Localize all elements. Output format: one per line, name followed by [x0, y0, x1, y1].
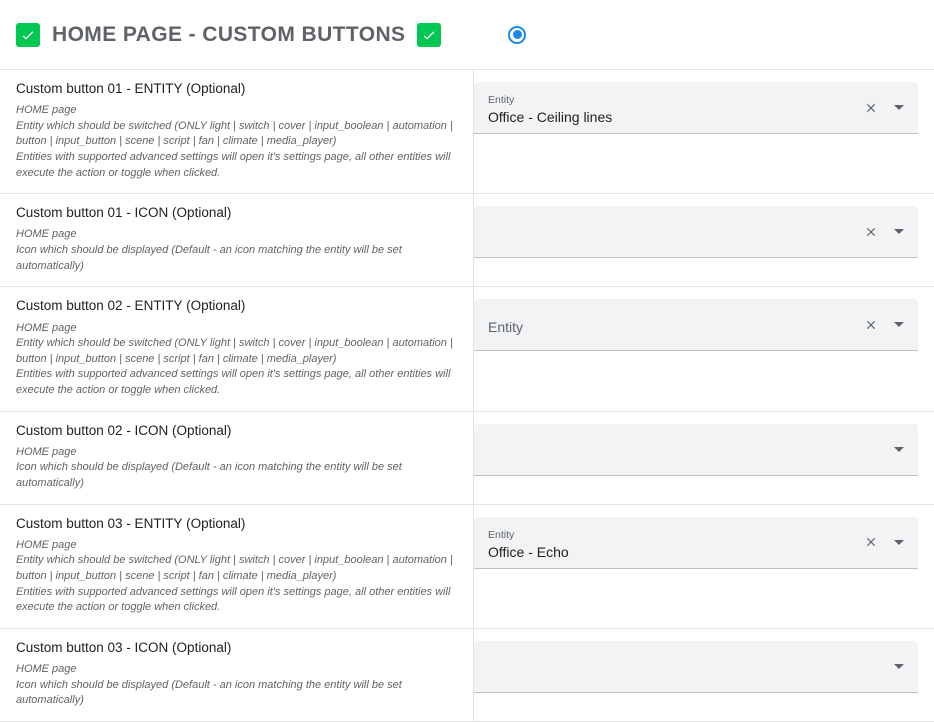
description-line: HOME page — [16, 104, 77, 117]
description-line: Icon which should be displayed (Default - an icon matching the entity will be set automatically) — [16, 244, 402, 272]
icon-select-field[interactable] — [474, 206, 918, 258]
description-line: HOME page — [16, 445, 77, 458]
description-line: Icon which should be displayed (Default - an icon matching the entity will be set automatically) — [16, 461, 402, 490]
setting-row-control — [474, 70, 934, 146]
radio-button-selected[interactable] — [505, 23, 529, 47]
clear-icon[interactable] — [862, 316, 880, 334]
setting-label: Custom button 03 - ICON (Optional) — [16, 639, 232, 655]
chevron-down-icon[interactable] — [890, 223, 908, 241]
field-icon-group — [854, 223, 908, 241]
field-icon-group — [854, 316, 908, 334]
setting-row-info — [0, 412, 474, 504]
field-text-column — [488, 206, 854, 257]
setting-row-control — [474, 194, 934, 270]
field-text-column — [488, 82, 854, 133]
setting-row-info — [0, 505, 474, 628]
field-text-column — [488, 517, 854, 568]
field-text-column — [488, 424, 882, 475]
page-header — [0, 0, 934, 70]
field-value: Office - Echo — [488, 543, 569, 560]
description-line: Entities with supported advanced settings will open it's settings page, all other entities will execute the action or toggle when clicked. — [16, 151, 451, 179]
setting-label: Custom button 02 - ENTITY (Optional) — [16, 298, 246, 314]
clear-icon[interactable] — [862, 533, 880, 551]
chevron-down-icon[interactable] — [890, 533, 908, 551]
chevron-down-icon[interactable] — [890, 99, 908, 117]
entity-select-field[interactable] — [474, 82, 918, 134]
setting-row — [0, 287, 934, 411]
field-floating-label: Entity — [488, 94, 515, 107]
setting-label: Custom button 01 - ENTITY (Optional) — [16, 81, 246, 96]
setting-description — [16, 538, 457, 616]
check-icon — [421, 27, 437, 43]
setting-row — [0, 194, 934, 287]
setting-label: Custom button 03 - ENTITY (Optional) — [16, 515, 246, 531]
setting-row-info — [0, 287, 474, 410]
checkbox-left[interactable] — [16, 23, 40, 47]
field-icon-group — [882, 657, 908, 675]
description-line: HOME page — [16, 228, 77, 241]
setting-label: Custom button 02 - ICON (Optional) — [16, 422, 232, 438]
description-line: Entity which should be switched (ONLY light | switch | cover | input_boolean | automation | button | input_button | scene | script | fan | climate | media_player) — [16, 119, 453, 148]
setting-description — [16, 445, 457, 492]
chevron-down-icon[interactable] — [890, 657, 908, 675]
page-title: HOME PAGE - CUSTOM BUTTONS — [52, 22, 406, 46]
field-text-column — [488, 299, 854, 350]
setting-row-control — [474, 412, 934, 488]
setting-row-control — [474, 287, 934, 363]
field-icon-group — [854, 533, 908, 551]
setting-row-control — [474, 505, 934, 581]
description-line: HOME page — [16, 538, 77, 551]
clear-icon[interactable] — [862, 223, 880, 241]
icon-select-field[interactable] — [474, 424, 918, 476]
setting-row-info — [0, 70, 474, 193]
field-placeholder: Entity — [488, 319, 524, 336]
setting-row — [0, 412, 934, 505]
description-line: Entities with supported advanced settings will open it's settings page, all other entities will execute the action or toggle when clicked. — [16, 585, 451, 614]
setting-row — [0, 505, 934, 629]
setting-description — [16, 103, 457, 181]
chevron-down-icon[interactable] — [890, 440, 908, 458]
radio-outer-ring — [508, 26, 526, 44]
checkbox-right[interactable] — [417, 23, 441, 47]
setting-description — [16, 321, 457, 399]
description-line: HOME page — [16, 321, 77, 334]
setting-row-control — [474, 629, 934, 705]
radio-inner-dot — [513, 30, 522, 39]
setting-description — [16, 662, 457, 709]
entity-select-field[interactable] — [474, 517, 918, 569]
chevron-down-icon[interactable] — [890, 316, 908, 334]
setting-row-info — [0, 629, 474, 721]
description-line: Entity which should be switched (ONLY light | switch | cover | input_boolean | automation | button | input_button | scene | script | fan | climate | media_player) — [16, 337, 453, 365]
icon-select-field[interactable] — [474, 641, 918, 693]
description-line: Entities with supported advanced settings will open it's settings page, all other entities will execute the action or toggle when clicked. — [16, 368, 451, 396]
description-line: HOME page — [16, 663, 77, 676]
check-icon — [20, 27, 36, 43]
field-value: Office - Ceiling lines — [488, 108, 613, 125]
field-text-column — [488, 641, 882, 692]
clear-icon[interactable] — [862, 99, 880, 117]
setting-row — [0, 629, 934, 722]
setting-row-info — [0, 194, 474, 286]
field-icon-group — [854, 99, 908, 117]
setting-description — [16, 227, 457, 274]
field-icon-group — [882, 440, 908, 458]
description-line: Entity which should be switched (ONLY light | switch | cover | input_boolean | automation | button | input_button | scene | script | fan | climate | media_player) — [16, 554, 453, 583]
setting-row — [0, 70, 934, 194]
entity-select-field[interactable] — [474, 299, 918, 351]
description-line: Icon which should be displayed (Default - an icon matching the entity will be set automatically) — [16, 678, 402, 707]
setting-label: Custom button 01 - ICON (Optional) — [16, 205, 232, 221]
field-floating-label: Entity — [488, 528, 515, 541]
